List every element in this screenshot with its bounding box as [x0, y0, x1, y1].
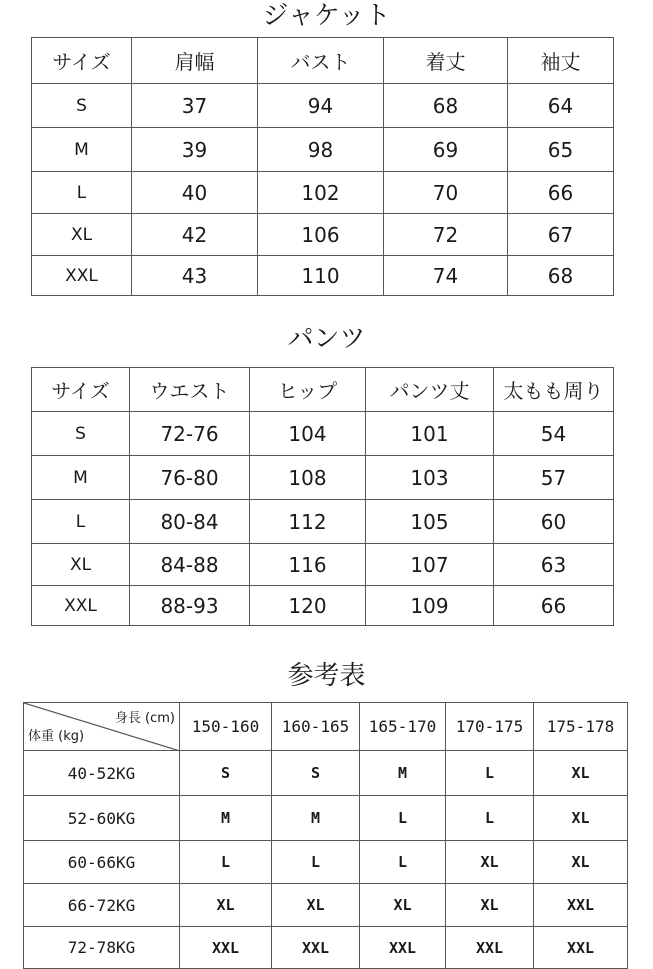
height-header-cell: 170-175 — [446, 703, 534, 751]
table-row — [32, 214, 614, 256]
jacket-title: ジャケット — [262, 1, 391, 31]
table-cell: 103 — [366, 456, 494, 500]
table-cell: 60 — [494, 500, 614, 544]
header-cell: サイズ — [32, 38, 132, 84]
table-row — [32, 84, 614, 128]
table-header-row — [32, 368, 614, 412]
size-cell: XXL — [32, 586, 130, 626]
size-cell: L — [360, 796, 446, 841]
header-cell: 着丈 — [384, 38, 508, 84]
header-cell: 太もも周り — [494, 368, 614, 412]
table-row — [32, 586, 614, 626]
size-cell: XL — [272, 884, 360, 927]
table-cell: 64 — [508, 84, 614, 128]
table-cell: 108 — [250, 456, 366, 500]
pants-title: パンツ — [287, 324, 366, 354]
size-cell: M — [272, 796, 360, 841]
size-cell: M — [32, 128, 132, 172]
table-row — [32, 500, 614, 544]
table-cell: 63 — [494, 544, 614, 586]
header-cell: ウエスト — [130, 368, 250, 412]
weight-cell: 72-78KG — [24, 927, 180, 969]
size-cell: XXL — [360, 927, 446, 969]
table-cell: 94 — [258, 84, 384, 128]
weight-cell: 66-72KG — [24, 884, 180, 927]
table-cell: 66 — [494, 586, 614, 626]
table-cell: 88-93 — [130, 586, 250, 626]
size-cell: L — [446, 796, 534, 841]
size-cell: XXL — [180, 927, 272, 969]
height-header-cell: 165-170 — [360, 703, 446, 751]
header-cell: 肩幅 — [132, 38, 258, 84]
table-cell: 69 — [384, 128, 508, 172]
corner-header-cell — [24, 703, 180, 751]
table-cell: 67 — [508, 214, 614, 256]
header-cell: 袖丈 — [508, 38, 614, 84]
pants-size-table — [31, 367, 614, 626]
table-cell: 101 — [366, 412, 494, 456]
header-cell: ヒップ — [250, 368, 366, 412]
size-cell: XL — [534, 841, 628, 884]
table-row — [32, 412, 614, 456]
table-cell: 39 — [132, 128, 258, 172]
table-header-row — [32, 38, 614, 84]
table-cell: 104 — [250, 412, 366, 456]
size-cell: M — [360, 751, 446, 796]
table-cell: 84-88 — [130, 544, 250, 586]
table-row — [24, 927, 628, 969]
size-cell: L — [446, 751, 534, 796]
table-header-row — [24, 703, 628, 751]
size-cell: XXL — [446, 927, 534, 969]
size-cell: XL — [446, 841, 534, 884]
size-cell: XXL — [534, 884, 628, 927]
table-cell: 120 — [250, 586, 366, 626]
table-cell: 66 — [508, 172, 614, 214]
size-cell: XL — [32, 544, 130, 586]
table-cell: 98 — [258, 128, 384, 172]
table-row — [24, 796, 628, 841]
table-cell: 112 — [250, 500, 366, 544]
reference-title: 参考表 — [287, 661, 366, 691]
size-cell: M — [32, 456, 130, 500]
size-cell: S — [32, 412, 130, 456]
table-cell: 110 — [258, 256, 384, 296]
header-cell: バスト — [258, 38, 384, 84]
table-cell: 70 — [384, 172, 508, 214]
table-cell: 68 — [508, 256, 614, 296]
size-cell: XXL — [272, 927, 360, 969]
table-cell: 116 — [250, 544, 366, 586]
size-cell: L — [180, 841, 272, 884]
reference-size-table — [23, 702, 628, 969]
size-cell: XL — [534, 751, 628, 796]
size-cell: L — [272, 841, 360, 884]
table-cell: 42 — [132, 214, 258, 256]
table-cell: 40 — [132, 172, 258, 214]
size-cell: M — [180, 796, 272, 841]
jacket-size-table — [31, 37, 614, 296]
size-cell: S — [180, 751, 272, 796]
size-cell: XXL — [32, 256, 132, 296]
weight-cell: 52-60KG — [24, 796, 180, 841]
table-cell: 37 — [132, 84, 258, 128]
weight-cell: 60-66KG — [24, 841, 180, 884]
weight-axis-label: 体重 (kg) — [28, 729, 85, 744]
table-cell: 76-80 — [130, 456, 250, 500]
table-cell: 54 — [494, 412, 614, 456]
table-cell: 109 — [366, 586, 494, 626]
header-cell: パンツ丈 — [366, 368, 494, 412]
table-row — [32, 172, 614, 214]
size-cell: XXL — [534, 927, 628, 969]
height-header-cell: 150-160 — [180, 703, 272, 751]
table-row — [32, 544, 614, 586]
table-row — [32, 456, 614, 500]
table-cell: 72-76 — [130, 412, 250, 456]
size-cell: XL — [180, 884, 272, 927]
height-header-cell: 175-178 — [534, 703, 628, 751]
height-axis-label: 身長 (cm) — [114, 711, 175, 726]
table-cell: 65 — [508, 128, 614, 172]
table-cell: 102 — [258, 172, 384, 214]
size-cell: XL — [534, 796, 628, 841]
table-row — [32, 256, 614, 296]
header-cell: サイズ — [32, 368, 130, 412]
size-cell: L — [32, 172, 132, 214]
weight-cell: 40-52KG — [24, 751, 180, 796]
size-cell: S — [272, 751, 360, 796]
height-header-cell: 160-165 — [272, 703, 360, 751]
size-cell: XL — [32, 214, 132, 256]
table-row — [24, 751, 628, 796]
table-row — [32, 128, 614, 172]
size-cell: S — [32, 84, 132, 128]
table-cell: 68 — [384, 84, 508, 128]
size-cell: XL — [360, 884, 446, 927]
size-cell: L — [32, 500, 130, 544]
table-cell: 43 — [132, 256, 258, 296]
table-row — [24, 884, 628, 927]
size-cell: XL — [446, 884, 534, 927]
table-cell: 106 — [258, 214, 384, 256]
table-row — [24, 841, 628, 884]
table-cell: 105 — [366, 500, 494, 544]
size-cell: L — [360, 841, 446, 884]
table-cell: 57 — [494, 456, 614, 500]
table-cell: 72 — [384, 214, 508, 256]
table-cell: 107 — [366, 544, 494, 586]
table-cell: 74 — [384, 256, 508, 296]
table-cell: 80-84 — [130, 500, 250, 544]
